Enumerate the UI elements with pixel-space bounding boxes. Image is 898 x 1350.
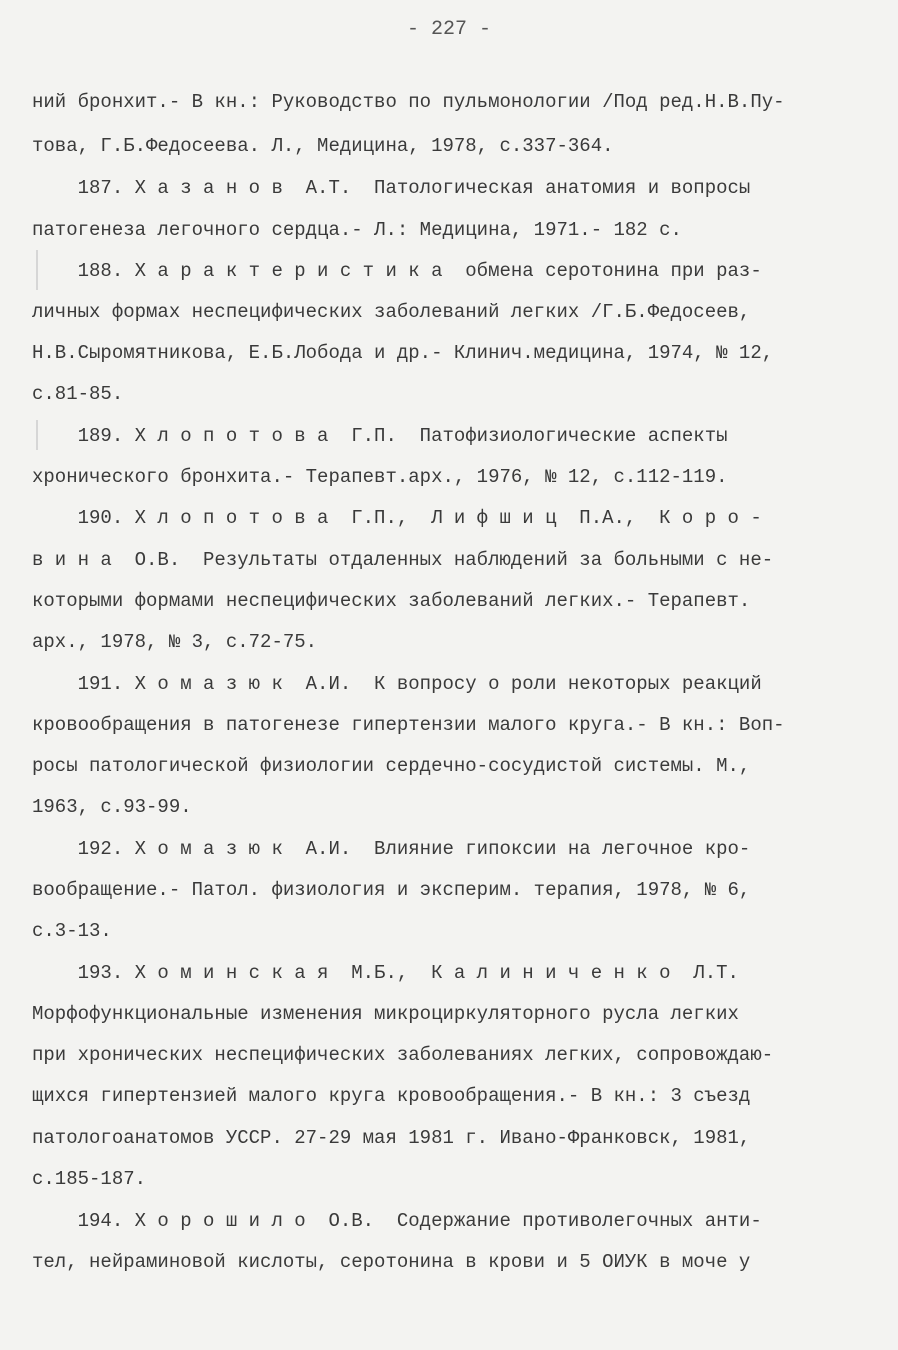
- text-line: арх., 1978, № 3, с.72-75.: [32, 631, 318, 653]
- text-line: 188. Х а р а к т е р и с т и к а обмена серотонина при раз-: [32, 260, 762, 282]
- text-line: 191. Х о м а з ю к А.И. К вопросу о роли некоторых реакций: [32, 673, 762, 695]
- text-line: личных формах неспецифических заболеваний легких /Г.Б.Федосеев,: [32, 301, 751, 323]
- text-line: кровообращения в патогенезе гипертензии малого круга.- В кн.: Воп-: [32, 714, 785, 736]
- text-line: которыми формами неспецифических заболеваний легких.- Терапевт.: [32, 590, 751, 612]
- text-line: това, Г.Б.Федосеева. Л., Медицина, 1978, с.337-364.: [32, 135, 614, 157]
- text-line: с.81-85.: [32, 383, 124, 405]
- text-line: тел, нейраминовой кислоты, серотонина в крови и 5 ОИУК в моче у: [32, 1251, 751, 1273]
- text-line: патогенеза легочного сердца.- Л.: Медицина, 1971.- 182 с.: [32, 219, 682, 241]
- text-line: патологоанатомов УССР. 27-29 мая 1981 г. Ивано-Франковск, 1981,: [32, 1127, 751, 1149]
- text-line: 193. Х о м и н с к а я М.Б., К а л и н и ч е н к о Л.Т.: [32, 962, 739, 984]
- text-line: 190. Х л о п о т о в а Г.П., Л и ф ш и ц П.А., К о р о -: [32, 507, 762, 529]
- text-line: росы патологической физиологии сердечно-сосудистой системы. М.,: [32, 755, 751, 777]
- text-line: 1963, с.93-99.: [32, 796, 192, 818]
- text-line: с.3-13.: [32, 920, 112, 942]
- text-line: при хронических неспецифических заболеваниях легких, сопровождаю-: [32, 1044, 774, 1066]
- text-line: 187. Х а з а н о в А.Т. Патологическая анатомия и вопросы: [32, 177, 751, 199]
- text-line: 194. Х о р о ш и л о О.В. Содержание противолегочных анти-: [32, 1210, 762, 1232]
- text-line: в и н а О.В. Результаты отдаленных наблюдений за больными с не-: [32, 549, 774, 571]
- text-line: 192. Х о м а з ю к А.И. Влияние гипоксии на легочное кро-: [32, 838, 751, 860]
- page-number: - 227 -: [406, 18, 491, 41]
- text-line: Морфофункциональные изменения микроциркуляторного русла легких: [32, 1003, 739, 1025]
- text-line: щихся гипертензией малого круга кровообращения.- В кн.: 3 съезд: [32, 1085, 751, 1107]
- text-line: ний бронхит.- В кн.: Руководство по пульмонологии /Под ред.Н.В.Пу-: [32, 91, 785, 113]
- text-line: вообращение.- Патол. физиология и эксперим. терапия, 1978, № 6,: [32, 879, 751, 901]
- text-line: 189. Х л о п о т о в а Г.П. Патофизиологические аспекты: [32, 425, 728, 447]
- text-line: с.185-187.: [32, 1168, 147, 1190]
- text-line: Н.В.Сыромятникова, Е.Б.Лобода и др.- Клинич.медицина, 1974, № 12,: [32, 342, 774, 364]
- text-line: хронического бронхита.- Терапевт.арх., 1976, № 12, с.112-119.: [32, 466, 728, 488]
